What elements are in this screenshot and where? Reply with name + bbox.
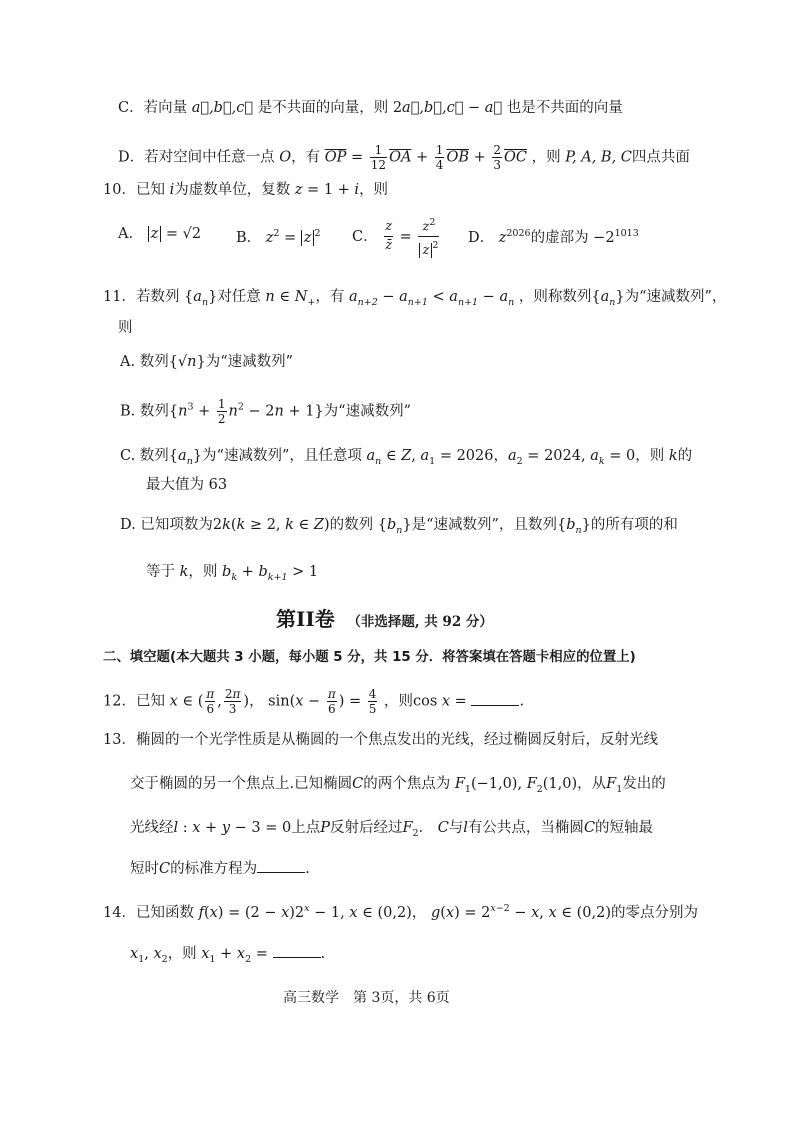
q9-option-c: C．若向量 a⃗,b⃗,c⃗ 是不共面的向量，则 2a⃗,b⃗,c⃗ − a⃗ 也是不共面的向量: [118, 100, 623, 116]
q11-stem-line2: 则: [118, 320, 133, 336]
q11-stem: 11．若数列 $\{a_n\}$对任意 n ∈ $N_+$，有 $a_{n+2} - a_{n+1} < a_{n+1} - a_n$ ，则称数列$\{a_n\}$为“速减数列”，: [103, 289, 727, 308]
q10-stem: 10．已知 i为虚数单位，复数 z = 1 + i，则: [103, 182, 389, 198]
q14-answer-blank[interactable]: [273, 943, 321, 958]
q12: 12．已知 x ∈ ( $\frac{\pi}{6}$ , $\frac{2\pi}{3}$ )， sin(x − $\frac{\pi}{6}$ ) = $\frac{4}{5}$ ，则cos x = .: [103, 687, 525, 716]
q13-line4: 短时C的标准方程为 .: [130, 858, 310, 879]
part2-title: 第II卷 （非选择题, 共 92 分）: [276, 607, 493, 631]
q10-option-b: B． $z^2 = z$ $^2$: [236, 228, 321, 246]
q13-answer-blank[interactable]: [257, 858, 305, 873]
q14-line2: $x_1$, $x_2$，则 $x_1 + x_2$ = .: [130, 943, 325, 970]
q11-option-a: A. 数列{√n}为“速减数列”: [120, 354, 294, 370]
q10-option-a: A． z = √2: [118, 226, 202, 242]
q11-option-d: D. 已知项数为2k(k ≥ 2, k ∈ Z)的数列 $\{b_n\}$是“速减数列”，且数列$\{b_n\}$的所有项的和: [120, 517, 678, 536]
q11-option-c: C. 数列$\{a_n\}$为“速减数列”，且任意项 $a_n$ ∈ Z, $a_1 = 2026$，$a_2 = 2024$, $a_k = 0$，则 k的: [120, 448, 693, 467]
section2-heading: 二、填空题(本大题共 3 小题，每小题 5 分，共 15 分．将答案填在答题卡相应的位置上): [103, 650, 636, 665]
q10-option-d: D． $z^{2026}$的虚部为 $-2^{1013}$: [468, 228, 639, 246]
q11-option-c-line2: 最大值为 63: [146, 477, 228, 493]
q14-line1: 14．已知函数 $f(x) = (2 - x)2^x - 1$, x ∈ (0,2)， $g(x) = 2^{x-2} - x$, x ∈ (0,2)的零点分别为: [103, 903, 699, 921]
q10-option-c: C． $\frac{z}{z̄}$ = $\frac{z^2}{z ^2}$: [352, 214, 441, 260]
q13-line1: 13．椭圆的一个光学性质是从椭圆的一个焦点发出的光线，经过椭圆反射后，反射光线: [103, 732, 658, 748]
q13-line2: 交于椭圆的另一个焦点上.已知椭圆C的两个焦点为 $F_1(-1,0)$, $F_2(1,0)$，从$F_1$发出的: [130, 776, 666, 795]
q13-line3: 光线经l : x + y − 3 = 0上点P反射后经过$F_2$． C与l有公共点，当椭圆C的短轴最: [130, 820, 654, 839]
page-footer: 高三数学 第 3页，共 6页: [283, 990, 450, 1006]
q11-option-d-line2: 等于 k，则 $b_k + b_{k+1} > 1$: [146, 564, 319, 583]
q11-option-b: B. 数列{$n^3$ + $\frac{1}{2}$ $n^2 - 2n + 1$}为“速减数列”: [120, 397, 411, 426]
q12-answer-blank[interactable]: [471, 691, 519, 706]
q9-option-d: D．若对空间中任意一点 O，有 $\overline{OP}$ = $\frac{1}{12}$ $\overline{OA}$ + $\frac{1}{4}$ $\overline{OB}$ + $\frac{2}{3}$ $\overline{OC}$ ，则 P, A, B, C四点共面: [118, 143, 690, 172]
